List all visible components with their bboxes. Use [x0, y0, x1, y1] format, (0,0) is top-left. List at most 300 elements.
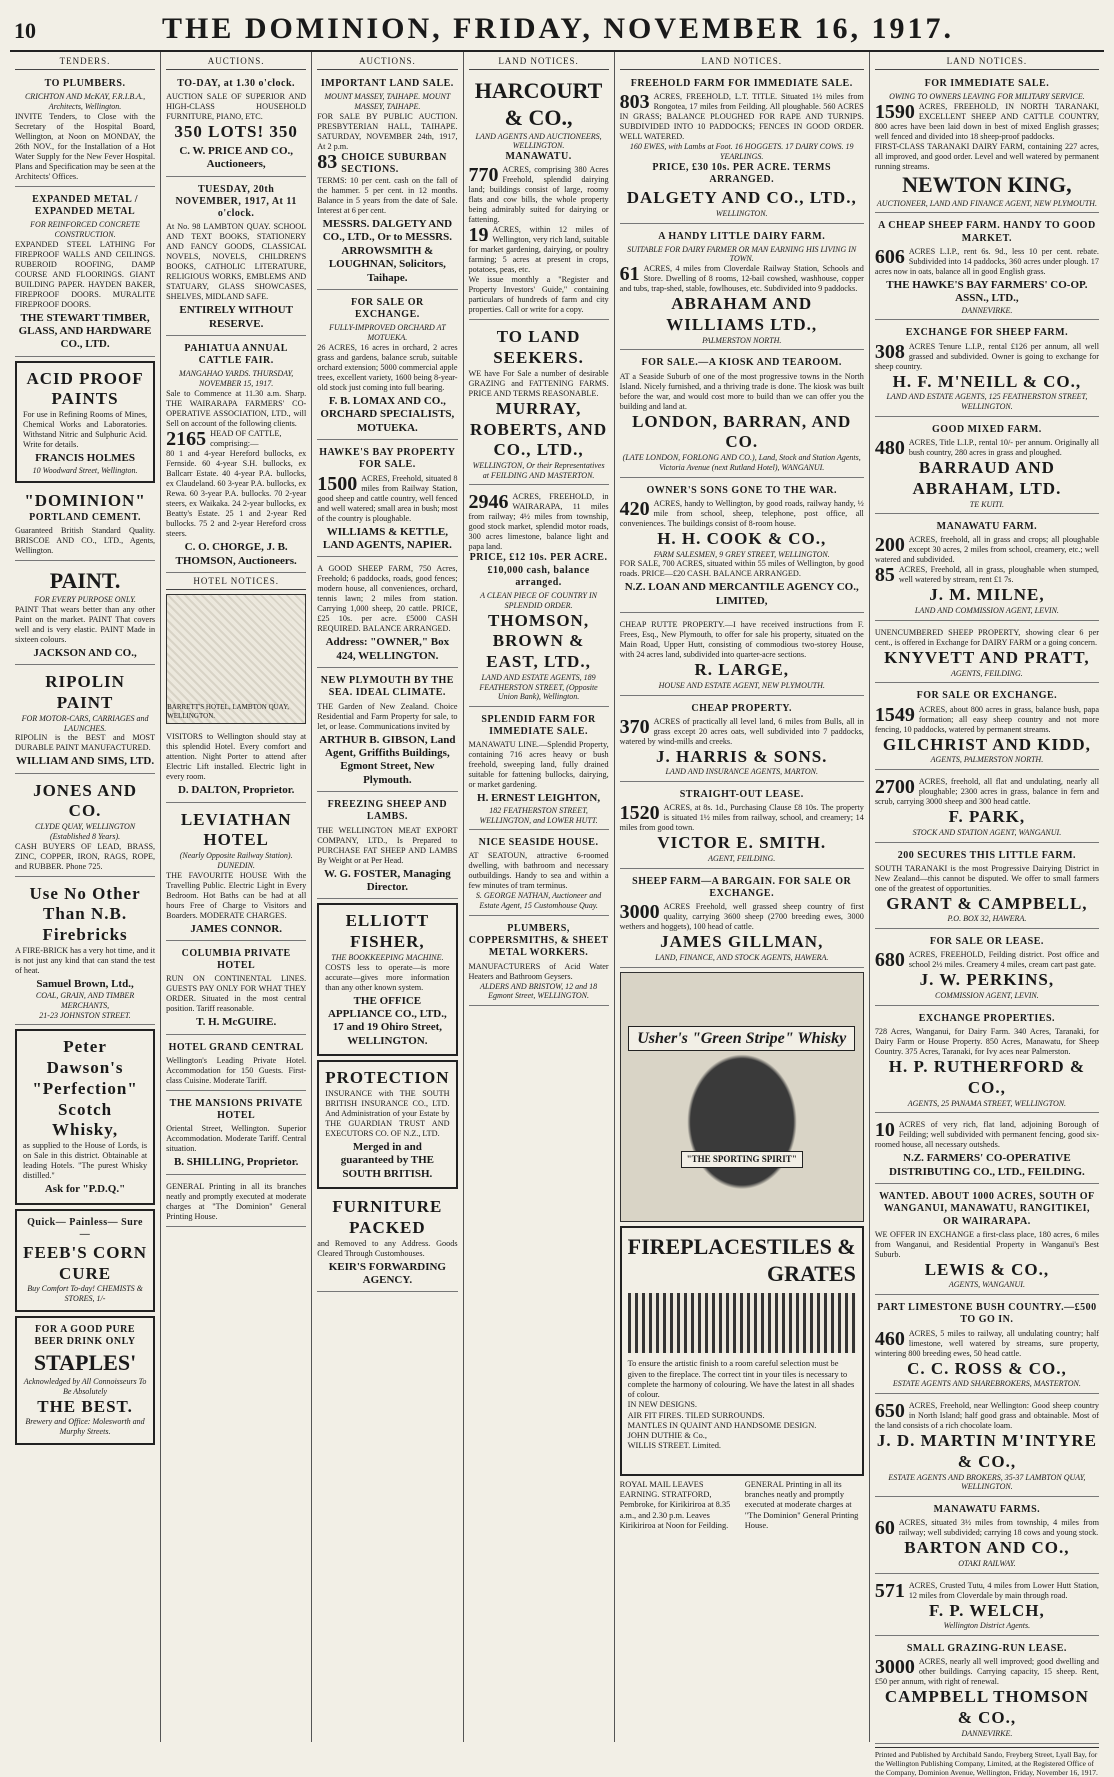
ad-title: OWNER'S SONS GONE TO THE WAR.	[646, 484, 837, 496]
mansions-hotel-ad	[166, 1094, 306, 1175]
ad-address: ESTATE AGENTS AND SHAREBROKERS, MASTERTON.	[892, 1379, 1081, 1389]
column-heading: LAND NOTICES.	[875, 56, 1099, 70]
ad-address: 21-23 JOHNSTON STREET.	[39, 1010, 131, 1020]
ad-signature: B. SHILLING, Proprietor.	[173, 1156, 299, 1169]
ad-text: At No. 98 LAMBTON QUAY. SCHOOL AND TEXT BOOKS, STATIONERY AND FANCY GOODS, CLASSICAL NOVELS, NOVELS, CHILDREN'S BOOKS, CATHOLIC LITERATURE, RELIGIOUS WORKS, EMBLEMS AND STATUARY, GLASS SHOWCASES, SHELVES, MIDLAND SAFE.	[166, 222, 307, 302]
ad-signature: H. ERNEST LEIGHTON,	[477, 792, 601, 805]
ad-text: ACRES, FREEHOLD, IN NORTH TARANAKI, EXCELLENT SHEEP AND CATTLE COUNTRY, 800 acres have been laid down in best of mixed English grasses; well fenced and divided into 18 sheep-proof paddocks.	[874, 101, 1099, 141]
taihape-land-sale-ad	[317, 74, 457, 290]
ad-number: 2165	[166, 427, 207, 450]
ad-title: SPLENDID FARM FOR IMMEDIATE SALE.	[481, 714, 596, 738]
ad-terms: TERMS: 10 per cent. cash on the fall of the hammer. 5 per cent. in 12 months. Balance in 5 years from the date of Sale. Interest at 6 per cent.	[317, 176, 458, 216]
ad-title: ACID PROOF PAINTS	[26, 368, 144, 409]
ad-number: 2700	[874, 776, 915, 799]
freehold-flat-ad	[875, 773, 1099, 842]
ad-text: Buy Comfort To-day! CHEMISTS & STORES, 1/-	[27, 1284, 143, 1304]
barretts-hotel-ad	[166, 728, 306, 802]
ad-text: THE FAVOURITE HOUSE With the Travelling Public. Electric Light in Every Bedroom. Hot Baths can be had at all hours Free of Charge to Visitors and Boarders. MODERATE CHARGES.	[166, 870, 307, 920]
ad-signature: LEWIS & CO.,	[924, 1259, 1050, 1279]
ad-title: FOR SALE OR EXCHANGE.	[916, 690, 1058, 702]
ad-address: AGENTS, WANGANUI.	[948, 1280, 1025, 1290]
ad-address: LAND AND ESTATE AGENTS, 189 FEATHERSTON STREET, (Opposite Union Bank), Wellington.	[479, 672, 598, 702]
ad-title: LEVIATHAN HOTEL	[180, 809, 292, 850]
ad-subtitle: (Nearly Opposite Railway Station). DUNEDIN.	[179, 851, 293, 870]
ad-lots: CHOICE SUBURBAN SECTIONS.	[341, 151, 447, 175]
ad-signature: LONDON, BARRAN, AND CO.	[632, 411, 852, 452]
ad-signature: J. HARRIS & SONS.	[655, 746, 828, 766]
ad-subtitle: SUITABLE FOR DAIRY FARMER OR MAN EARNING HIS LIVING IN TOWN.	[627, 244, 857, 264]
ad-text: COSTS less to operate—is more accurate—gives more information than any other known system.	[325, 962, 450, 992]
ad-signature: ALDERS AND BRISTOW, 12 and 18 Egmont Street, WELLINGTON.	[479, 981, 598, 1001]
ad-title: TO-DAY, at 1.30 o'clock.	[177, 77, 296, 89]
ad-title: FOR SALE OR LEASE.	[929, 936, 1044, 948]
splendid-farm-ad	[469, 710, 609, 830]
ad-address: HOUSE AND ESTATE AGENT, NEW PLYMOUTH.	[658, 680, 825, 690]
near-wellington-ad	[875, 1397, 1099, 1497]
ad-signature: GILCHRIST AND KIDD,	[882, 734, 1091, 754]
bottle-brand: Usher's "Green Stripe" Whisky	[628, 1026, 855, 1052]
ad-text: A GOOD SHEEP FARM, 750 Acres, Freehold; 6 paddocks, roads, good fences; modern house, all conveniences, orchard, tennis lawn; 2 miles from station. Carrying 1,000 sheep, 20 cattle. PRICE, £25 10s. per acre. £5000 CASH REQUIRED. BALANCE ARRANGED.	[317, 564, 458, 634]
ad-title: THE MANSIONS PRIVATE HOTEL	[169, 1097, 303, 1122]
motueka-orchard-ad	[317, 293, 457, 440]
ad-title: FREEHOLD FARM FOR IMMEDIATE SALE.	[630, 77, 853, 89]
ad-subtitle: OWING TO OWNERS LEAVING FOR MILITARY SERVICE.	[889, 92, 1085, 102]
ad-number: 1500	[317, 472, 358, 495]
column-heading: LAND NOTICES.	[469, 56, 609, 70]
ad-number: 2946	[468, 491, 509, 514]
printing-notice: GENERAL Printing in all its branches neatly and promptly executed at moderate charges at "The Dominion" General Printing House.	[744, 1479, 859, 1530]
ad-subtitle: CLYDE QUAY, WELLINGTON (Established 8 Years).	[35, 822, 136, 841]
ad-title: JONES AND CO.	[33, 780, 138, 821]
ad-signature: H. H. COOK & CO.,	[657, 528, 827, 548]
ad-subtitle: FOR MOTOR-CARS, CARRIAGES and LAUNCHES.	[21, 713, 149, 733]
dawson-whisky-ad	[15, 1029, 155, 1204]
ad-signature: Merged in and guaranteed by THE SOUTH BRITISH.	[340, 1140, 435, 1180]
ad-signature: C. O. CHORGE, J. B. THOMSON, Auctioneers.	[175, 541, 297, 567]
exchange-properties-ad	[875, 1009, 1099, 1113]
ad-signature: ABRAHAM AND WILLIAMS LTD.,	[666, 294, 818, 334]
ad-signature: Address: "OWNER," Box 424, WELLINGTON.	[325, 636, 450, 662]
ad-heads: HEAD OF CATTLE, comprising:—	[210, 428, 282, 449]
ad-text: ACRES, comprising 380 Acres Freehold, splendid dairying land; buildings consist of large, roomy flats and cow bills, the whole property being admirably suited for dairying or fattening.	[468, 165, 609, 225]
ad-brand: FEEB'S CORN CURE	[23, 1242, 147, 1283]
ad-signature: CAMPBELL THOMSON & CO.,	[884, 1687, 1089, 1728]
ad-number: 770	[468, 164, 499, 187]
acid-proof-paints-ad	[15, 361, 155, 484]
ad-signature: VICTOR E. SMITH.	[657, 833, 827, 853]
ad-text-2: ACRES, Freehold, all in grass, ploughable when stumped, well watered by stream, rent £1 7s.	[898, 565, 1099, 585]
ad-number-2: 19	[468, 224, 489, 247]
ad-subtitle: LAND AGENTS AND AUCTIONEERS, WELLINGTON.	[475, 131, 602, 151]
corn-cure-ad	[15, 1209, 155, 1312]
ad-number: 606	[874, 245, 905, 268]
ad-title: FOR IMMEDIATE SALE.	[924, 77, 1050, 89]
ad-text: Guaranteed British Standard Quality. BRISCOE AND CO., LTD., Agents, Wellington.	[15, 526, 156, 556]
ad-title: HAWKE'S BAY PROPERTY FOR SALE.	[319, 447, 456, 471]
plumbers-ad	[469, 919, 609, 1006]
ad-text: ACRES, 5 miles to railway, all undulating country; half limestone, well watered by streams, sure property, wintering 800 breeding ewes, 50 head cattle.	[874, 1328, 1099, 1358]
ad-text: and Removed to any Address. Goods Cleared Through Customhouses.	[317, 1238, 458, 1258]
newton-king-ad	[875, 74, 1099, 214]
elliott-fisher-ad	[317, 903, 457, 1056]
ad-text: AT SEATOUN, attractive 6-roomed dwelling, with bathroom and necessary outbuildings. Handy to sea and within a few minutes of tram terminus.	[468, 851, 609, 891]
ad-subtitle: FOR REINFORCED CONCRETE CONSTRUCTION.	[30, 220, 140, 239]
ad-address: COMMISSION AGENT, LEVIN.	[935, 991, 1039, 1001]
ad-title: Peter Dawson's "Perfection" Scotch Whisky,	[32, 1037, 138, 1140]
ad-number: 803	[619, 91, 650, 114]
ad-text: RIPOLIN is the BEST and MOST DURABLE PAINT MANUFACTURED.	[15, 733, 156, 753]
ad-title: 200 SECURES THIS LITTLE FARM.	[897, 849, 1077, 861]
columns	[10, 52, 1104, 1777]
ad-address: AGENT, FEILDING.	[708, 854, 776, 864]
ad-signature: KEIR'S FORWARDING AGENCY.	[328, 1260, 446, 1287]
dairy-farm-ad	[620, 227, 864, 351]
ad-number: 480	[874, 437, 905, 460]
ad-signature: T. H. McGUIRE.	[196, 1016, 277, 1029]
column-land-notices-3	[870, 52, 1104, 1777]
ad-address: LAND AND ESTATE AGENTS, 125 FEATHERSTON STREET, WELLINGTON.	[886, 392, 1088, 412]
ad-text-2: FOR SALE, 700 ACRES, situated within 55 miles of Wellington, by good roads. PRICE—£20 CASH. BALANCE ARRANGED.	[619, 559, 864, 579]
ad-address: (LATE LONDON, FORLONG AND CO.), Land, Stock and Station Agents, Victoria Avenue (next Rutland Hotel), WANGANUI.	[622, 453, 861, 472]
ad-address: DANNEVIRKE.	[961, 305, 1013, 315]
cheap-property-ad	[620, 699, 864, 783]
ad-number: 10	[874, 1119, 895, 1142]
little-farm-ad	[875, 846, 1099, 930]
furniture-auction-ad	[166, 74, 306, 177]
ad-title: Quick— Painless— Sure—	[27, 1216, 143, 1240]
cheap-sheep-farm-ad	[875, 216, 1099, 320]
ad-address: TE KUITI.	[969, 499, 1005, 509]
ad-address: AGENTS, FEILDING.	[951, 668, 1023, 678]
column-land-notices-1	[464, 52, 615, 1742]
owners-sons-ad	[620, 481, 864, 613]
ad-signature: JAMES GILLMAN,	[660, 932, 824, 952]
ad-address: 182 FEATHERSTON STREET, WELLINGTON, and LOWER HUTT.	[479, 805, 598, 825]
ad-address: LAND, FINANCE, AND STOCK AGENTS, HAWERA.	[655, 953, 829, 962]
ad-text: WE have For Sale a number of desirable GRAZING and FATTENING FARMS. PRICE AND TERMS REASONABLE.	[468, 368, 609, 398]
ad-stock: 160 EWES, with Lambs at Foot. 16 HOGGETS. 17 DAIRY COWS. 19 YEARLINGS.	[629, 142, 854, 161]
ad-title: TUESDAY, 20th NOVEMBER, 1917, At 11 o'clock.	[175, 183, 297, 220]
ad-signature: JACKSON AND CO.,	[33, 646, 137, 659]
ad-signature: J. D. MARTIN M'INTYRE & CO.,	[876, 1431, 1097, 1471]
ad-title: MANAWATU FARMS.	[933, 1504, 1041, 1515]
ad-title: SMALL GRAZING-RUN LEASE.	[906, 1643, 1067, 1655]
ad-signature: F. B. LOMAX AND CO., ORCHARD SPECIALISTS, MOTUEKA.	[320, 394, 455, 434]
ad-title: EXPANDED METAL / EXPANDED METAL	[32, 193, 139, 217]
ad-title: HOTEL GRAND CENTRAL	[168, 1041, 304, 1053]
ad-number: 571	[874, 1579, 905, 1602]
ad-signature: S. GEORGE NATHAN, Auctioneer and Estate Agent, 15 Customhouse Quay.	[475, 891, 602, 911]
ad-title: RIPOLIN PAINT	[45, 672, 125, 713]
illustration-caption: BARRETT'S HOTEL, LAMBTON QUAY, WELLINGTON.	[167, 703, 290, 720]
ad-signature: FRANCIS HOLMES	[35, 452, 136, 465]
ad-title: HARCOURT & CO.,	[474, 77, 603, 130]
ad-signature: THE STEWART TIMBER, GLASS, AND HARDWARE CO., LTD.	[18, 311, 152, 351]
ad-number: 61	[619, 263, 640, 286]
exchange-sheep-farm-ad	[875, 323, 1099, 416]
straight-out-lease-ad	[620, 785, 864, 869]
tiles-grates-heading: TILES & GRATES	[766, 1233, 856, 1286]
ad-subtitle: PORTLAND CEMENT.	[29, 512, 142, 524]
kiosk-ad	[620, 353, 864, 477]
ad-signature: N.Z. FARMERS' CO-OPERATIVE DISTRIBUTING CO., LTD., FEILDING.	[888, 1152, 1085, 1178]
ad-signature: H. F. M'NEILL & CO.,	[892, 371, 1082, 391]
ad-text: INSURANCE with THE SOUTH BRITISH INSURANCE CO., LTD. And Administration of your Estate by THE GUARDIAN TRUST AND EXECUTORS CO. OF N.Z., LTD.	[325, 1088, 450, 1138]
ad-signature: H. P. RUTHERFORD & CO.,	[888, 1057, 1086, 1097]
ad-text: ACRES of practically all level land, 6 miles from Bulls, all in grass except 20 acres oats, well subdivided into 7 paddocks, watered by wind-mills and creeks.	[619, 716, 864, 746]
ad-title: TO LAND SEEKERS.	[493, 327, 584, 368]
ad-signature: WILLIAM AND SIMS, LTD.	[16, 755, 155, 768]
ad-title: PAHIATUA ANNUAL CATTLE FAIR.	[184, 343, 288, 367]
ad-text: as supplied to the House of Lords, is on Sale in this district. Obtainable at leading Hotels. "The purest Whisky distilled."	[23, 1141, 148, 1181]
ad-signature: THOMSON, BROWN & EAST, LTD.,	[486, 610, 591, 672]
ad-title: MANAWATU FARM.	[936, 521, 1038, 533]
ad-title: EXCHANGE PROPERTIES.	[918, 1012, 1056, 1024]
ad-text: WE OFFER IN EXCHANGE a first-class place, 180 acres, 6 miles from Wanganui, and Residential Property in Wanganui's Best Suburb.	[874, 1229, 1099, 1259]
ad-subtitle: COAL, GRAIN, AND TIMBER MERCHANTS,	[35, 991, 135, 1010]
fireplaces-heading: FIREPLACES	[627, 1233, 767, 1259]
ad-address: P.O. BOX 32, HAWERA.	[947, 914, 1027, 924]
ripolin-paint-ad	[15, 668, 155, 773]
ad-signature: Ask for "P.D.Q."	[44, 1183, 126, 1196]
ad-signature: JAMES CONNOR.	[190, 922, 282, 935]
ad-text-2: ACRES, within 12 miles of Wellington, very rich land, suitable for market gardening, dairying, or poultry farming; 5 acres at present in crops, potatoes, peas, etc.	[468, 225, 609, 275]
ad-text-2: FIRST-CLASS TARANAKI DAIRY FARM, containing 227 acres, all improved, and good order. Level and well watered by permanent running streams.	[874, 141, 1099, 171]
ad-text: ACRES, nearly all well improved; good dwelling and other buildings. Carrying capacity, 15 sheep. Rent, £50 per annum, with right of renewal.	[874, 1657, 1099, 1687]
ad-place: MANAWATU.	[505, 151, 572, 163]
ad-signature: F. P. WELCH,	[929, 1600, 1045, 1620]
cattle-fair-ad	[166, 339, 306, 573]
ad-address: AGENTS, 25 PANAMA STREET, WELLINGTON.	[907, 1098, 1067, 1108]
ad-address: WELLINGTON, Or their Representatives at FEILDING AND MASTERTON.	[472, 460, 605, 480]
ad-title: WANTED. ABOUT 1000 ACRES, SOUTH OF WANGANUI, MANAWATU, RANGITIKEI, OR WAIRARAPA.	[879, 1191, 1095, 1227]
new-plymouth-ad	[317, 671, 457, 792]
furniture-packed-ad	[317, 1193, 457, 1292]
column-auctions-hotels	[161, 52, 312, 1742]
ad-text: 728 Acres, Wanganui, for Dairy Farm. 340 Acres, Taranaki, for Dairy Farm or House Property. 850 Acres, Manawatu, for Sheep Country. 375 Acres, Taranaki, for Ivy aces near Palmerston.	[874, 1027, 1099, 1057]
imprint: Printed and Published by Archibald Sando, Freyberg Street, Lyall Bay, for the Wellington Publishing Company, Limited, at the Registered Office of the Company, Dominion Avenue, Wellington, Friday, November 16, 1917.	[875, 1747, 1099, 1777]
firebricks-ad	[15, 880, 155, 1026]
ad-number: 1520	[619, 802, 660, 825]
ad-address: DANNEVIRKE.	[961, 1728, 1013, 1738]
ad-signature: WILLIAMS & KETTLE, LAND AGENTS, NAPIER.	[322, 525, 452, 551]
ad-title: PAINT.	[49, 568, 121, 594]
ad-subtitle: CRICHTON AND McKAY, F.R.I.B.A., Architects, Wellington.	[24, 92, 146, 111]
unencumbered-sheep-ad	[875, 624, 1099, 683]
ad-text: ACRES, at 8s. 1d., Purchasing Clause £8 10s. The property is situated 1½ miles from railway, school, and creamery; 14 miles from good town.	[619, 803, 864, 833]
ad-text: Wellington's Leading Private Hotel. Accommodation for 150 Guests. First-class Cuisine. Moderate Tariff.	[166, 1055, 307, 1085]
plumbers-tender-ad	[15, 74, 155, 187]
ad-text: A FIRE-BRICK has a very hot time, and it is not just any kind that can stand the test of heat.	[15, 945, 156, 975]
ad-text: ACRES Tenure L.I.P., rental £126 per annum, all well grassed and subdivided. Owner is going to exchange for sheep country.	[874, 341, 1099, 371]
ad-text: SOUTH TARANAKI is the most Progressive Dairying District in New Zealand—this cannot be disputed. We offer to small farmers one of the greatest of opportunities.	[874, 863, 1099, 893]
ad-title: FURNITURE PACKED	[332, 1197, 443, 1237]
ad-text: Oriental Street, Wellington. Superior Accommodation. Moderate Tariff. Central situation.	[166, 1124, 307, 1154]
ad-price: PRICE, £30 10s. PER ACRE. TERMS ARRANGED.	[652, 161, 832, 185]
grand-central-hotel-ad	[166, 1038, 306, 1091]
ad-signature: THE BEST.	[37, 1396, 133, 1416]
rutte-property-ad	[620, 616, 864, 695]
ad-address: AGENTS, PALMERSTON NORTH.	[930, 755, 1044, 765]
ad-signature: BARRAUD AND ABRAHAM, LTD.	[912, 458, 1062, 498]
ad-signature: THE HAWKE'S BAY FARMERS' CO-OP. ASSN., LTD.,	[886, 278, 1088, 305]
manawatu-farm-ad	[875, 517, 1099, 621]
ad-lots: 350 LOTS! 350	[174, 122, 298, 142]
freezing-sheep-ad	[317, 795, 457, 899]
ad-title: STRAIGHT-OUT LEASE.	[679, 789, 804, 801]
ad-number: 370	[619, 715, 650, 738]
ad-number: 1590	[874, 100, 915, 123]
ad-number: 60	[874, 1517, 895, 1540]
ad-number-2: 85	[874, 564, 895, 587]
ad-signature: MESSRS. DALGETY AND CO., LTD., Or to MESSRS. ARROWSMITH & LOUGHNAN, Solicitors, Taihape.	[322, 218, 453, 284]
ad-signature: MURRAY, ROBERTS, AND CO., LTD.,	[470, 398, 608, 460]
ad-address: Brewery and Office: Molesworth and Murphy Streets.	[25, 1417, 145, 1437]
expanded-metal-ad	[15, 190, 155, 357]
ad-text: 26 ACRES, 16 acres in orchard, 2 acres grass and gardens, balance scrub, suitable orchard extension; 5000 commercial apple trees, excellent variety, 1600 being 8-year-old stock just coming into full bearing.	[317, 342, 458, 392]
ad-signature: ARTHUR B. GIBSON, Land Agent, Griffiths Buildings, Egmont Street, New Plymouth.	[319, 733, 456, 786]
ad-number: 200	[874, 534, 905, 557]
book-auction-ad	[166, 180, 306, 336]
ad-signature: J. M. MILNE,	[929, 585, 1045, 605]
ad-text: MANUFACTURERS of Acid Water Heaters and Bathroom Geysers.	[468, 961, 609, 981]
ad-text: To ensure the artistic finish to a room careful selection must be given to the fireplace. The correct tint in your tiles is necessary to complete the harmony of colouring. We have the latest in all shades of colour.	[627, 1359, 855, 1400]
ad-signature: C. C. ROSS & CO.,	[907, 1358, 1067, 1378]
ad-title: FOR SALE OR EXCHANGE.	[351, 297, 424, 321]
ad-text: ACRES, Freehold, situated 8 miles from Railway Station, good sheep and cattle country, well fenced and well watered; small area in bush; most of the country is ploughable.	[317, 473, 458, 523]
ad-address: LAND AND COMMISSION AGENT, LEVIN.	[914, 606, 1059, 616]
column-heading: LAND NOTICES.	[620, 56, 864, 70]
ad-address: WILLIS STREET. Limited.	[627, 1441, 721, 1451]
ad-new-designs: IN NEW DESIGNS.	[627, 1400, 698, 1410]
ad-text: ACRES, freehold, all flat and undulating, nearly all ploughable; 2300 acres in grass, balance in fern and scrub, carrying 3000 sheep and 300 head cattle.	[874, 777, 1099, 807]
ad-title: PROTECTION	[325, 1068, 450, 1088]
royal-mail-notice: ROYAL MAIL LEAVES EARNING. STRATFORD, Pembroke, for Kirikiriroa at 8.35 a.m., and 2.30 p.m. Leaves Kirikiriroa at Noon for Feilding.	[619, 1479, 731, 1530]
grate-illustration	[628, 1293, 856, 1353]
ad-title: IMPORTANT LAND SALE.	[320, 77, 454, 89]
paint-ad	[15, 564, 155, 665]
limestone-country-ad	[875, 1298, 1099, 1394]
ad-title: A CHEAP SHEEP FARM. HANDY TO GOOD MARKET.	[878, 220, 1096, 244]
ad-title: EXCHANGE FOR SHEEP FARM.	[905, 327, 1069, 339]
ad-number: 3000	[619, 901, 660, 924]
ad-text: ACRES, 4 miles from Cloverdale Railway Station, Schools and Store. Dwelling of 8 rooms, 12-bail cowshed, washhouse, copper and tubs, trap-shed, stable, fowlhouses, etc. Subdivided into 9 paddocks.	[619, 264, 864, 294]
ad-subtitle: MANGAHAO YARDS. THURSDAY, NOVEMBER 15, 1917.	[179, 369, 294, 389]
ad-title: NICE SEASIDE HOUSE.	[478, 837, 599, 849]
hawkes-bay-property-ad	[317, 443, 457, 557]
ad-title: GOOD MIXED FARM.	[932, 423, 1042, 435]
feilding-acres-ad	[875, 1116, 1099, 1184]
ad-text: UNENCUMBERED SHEEP PROPERTY, showing clear 6 per cent., is offered in Exchange for DAIRY FARM or a going concern.	[874, 627, 1099, 647]
ad-price: PRICE, £12 10s. PER ACRE. £10,000 cash, balance arranged.	[469, 552, 608, 588]
bottle-slogan: "THE SPORTING SPIRIT"	[681, 1151, 803, 1168]
hotel-illustration	[166, 594, 306, 724]
ad-address: ESTATE AGENTS AND BROKERS, 35-37 LAMBTON QUAY, WELLINGTON.	[888, 1472, 1086, 1492]
ad-text: ACRES, FREEHOLD, in WAIRARAPA, 11 miles from railway; 4½ miles from township, good stock market, splendid motor roads, 300 acres limestone, balance light and papa land.	[468, 492, 609, 552]
ad-address: Wellington District Agents.	[943, 1621, 1031, 1631]
ad-number: 680	[874, 949, 905, 972]
ad-signature: ENTIRELY WITHOUT RESERVE.	[179, 304, 293, 330]
land-seekers-ad	[469, 323, 609, 485]
ad-text-3: We issue monthly a "Register and Property Investors' Guide," containing particulars of hundreds of farm and city properties. Call or write for a copy.	[468, 275, 609, 315]
ad-title: FOR A GOOD PURE BEER DRINK ONLY	[34, 1323, 136, 1348]
lower-hutt-ad	[875, 1577, 1099, 1636]
ad-signature: NEWTON KING,	[902, 171, 1072, 197]
ad-number: 3000	[874, 1656, 915, 1679]
ad-text: VISITORS to Wellington should stay at this splendid Hotel. Every comfort and attention. Night Porter to attend after Electric Lift installed. Electric light in every room.	[166, 732, 307, 782]
ad-text: ACRES of very rich, flat land, adjoining Borough of Feilding; well subdivided with permanent fencing, good six-roomed house, all necessary outsheds.	[874, 1120, 1099, 1150]
ad-title: NEW PLYMOUTH BY THE SEA. IDEAL CLIMATE.	[320, 675, 454, 699]
ad-text: CASH BUYERS OF LEAD, BRASS, ZINC, COPPER, IRON, RAGS, ROPE, and RUBBER. Phone 725.	[15, 841, 156, 871]
manawatu-farms-ad	[875, 1500, 1099, 1574]
ad-address: FARM SALESMEN, 9 GREY STREET, WELLINGTON.	[653, 549, 830, 559]
ad-signature: J. W. PERKINS,	[919, 970, 1055, 990]
column-heading: TENDERS.	[15, 56, 155, 70]
wairarapa-acres-ad	[469, 488, 609, 707]
ad-title: FOR SALE.—A KIOSK AND TEAROOM.	[641, 357, 842, 369]
ad-subtitle: FOR EVERY PURPOSE ONLY.	[34, 595, 136, 605]
ad-subtitle: MANTLES IN QUAINT AND HANDSOME DESIGN.	[627, 1420, 817, 1430]
ad-signature: KNYVETT AND PRATT,	[884, 647, 1090, 667]
column-heading: AUCTIONS.	[317, 56, 457, 70]
ad-address: WELLINGTON.	[715, 208, 768, 218]
ad-text: ACRES L.I.P., rent 6s. 9d., less 10 per cent. rebate. Subdivided into 14 paddocks, 360 acres under plough. 17 acres now in oats, balance all in good English grass.	[874, 246, 1099, 276]
ad-text: ACRES, Crusted Tutu, 4 miles from Lower Hutt Station, 12 miles from Cloverdale by main through road.	[908, 1580, 1099, 1600]
ad-number: 308	[874, 340, 905, 363]
ad-signature: C. W. PRICE AND CO., Auctioneers,	[179, 144, 293, 171]
ad-number: 650	[874, 1400, 905, 1423]
ad-title: TO PLUMBERS.	[44, 77, 126, 89]
ad-text: AT a Seaside Suburb of one of the most progressive towns in the North Island. Nicely furnished, and a thriving trade is done. The kiosk was built before the war, and would cost more to build than we can offer you the building and land at.	[619, 371, 864, 411]
ad-address: LAND AND INSURANCE AGENTS, MARTON.	[665, 767, 818, 777]
protection-insurance-ad	[317, 1060, 457, 1189]
ad-text: ACRES, FREEHOLD, L.T. TITLE. Situated 1½ miles from Rongotea, 17 miles from Feilding. All ploughable. 560 ACRES IN GRASS; BALANCE PLOUGHED FOR RAPE AND TURNIPS. SUBDIVIDED INTO 10 PADDOCKS; FENCES IN GOOD ORDER. WELL WATERED.	[619, 92, 864, 142]
fireplaces-ad	[620, 1226, 864, 1476]
bottom-notices	[620, 1480, 864, 1531]
ushers-whisky-ad	[620, 972, 864, 1222]
ad-address: 10 Woodward Street, Wellington.	[32, 465, 138, 475]
ad-text: ACRES, situated 3½ miles from township, 4 miles from railway; well subdivided; carrying 18 cows and young stock.	[898, 1518, 1099, 1538]
good-mixed-farm-ad	[875, 420, 1099, 514]
grazing-run-ad	[875, 1639, 1099, 1743]
ad-signature: THE OFFICE APPLIANCE CO., LTD., 17 and 19 Ohiro Street, WELLINGTON.	[327, 994, 447, 1047]
ad-list: 80 1 and 4-year Hereford bullocks, ex Fernside. 60 4-year S.H. bullocks, ex Ballcarr Estate. 40 4-year P.A. bullocks, ex Claudeland. 60 3-year P.A. bullocks, ex Rewa. 60 3-year P.A. bullocks. 70 2-year steers, ex Waikaka. 24 2-year bullocks, ex Beatty's Estate. 25 1 and 2-year Red bullocks. 75 2 and 2-year Hereford cross steers.	[166, 449, 307, 539]
column-land-notices-2	[615, 52, 870, 1742]
column-auctions-2	[312, 52, 463, 1742]
ad-signature: DALGETY AND CO., LTD.,	[626, 188, 857, 208]
ad-signature: BARTON AND CO.,	[904, 1538, 1070, 1558]
ad-address: OTAKI RAILWAY.	[958, 1558, 1016, 1568]
seaside-house-ad	[469, 833, 609, 916]
ad-number: 420	[619, 497, 650, 520]
ad-text: ACRES, about 800 acres in grass, balance bush, papa formation; all easy sheep country and not more fencing, 10 paddocks, watered by permanent streams.	[874, 704, 1099, 734]
ad-signature: W. G. FOSTER, Managing Director.	[324, 867, 451, 893]
ad-text: Acknowledged by All Connoisseurs To Be Absolutely	[23, 1377, 147, 1396]
ad-text: ACRES Freehold, well grassed sheep country of first quality, carrying 3600 sheep (2700 breeding ewes, 3000 wethers and hoggets), 100 head of cattle.	[619, 902, 864, 932]
sale-or-exchange-ad	[875, 686, 1099, 770]
ad-title: CHEAP PROPERTY.	[691, 702, 793, 714]
ad-title: PLUMBERS, COPPERSMITHS, & SHEET METAL WORKERS.	[468, 922, 609, 959]
ad-text: THE Garden of New Zealand. Choice Residential and Farm Property for sale, to let, or lease. Communications invited by	[317, 701, 458, 731]
ad-title: SHEEP FARM—A BARGAIN. FOR SALE OR EXCHANGE.	[632, 875, 852, 900]
ad-text: ACRES, freehold, all in grass and crops; all ploughable except 30 acres, 2 miles from school, creamery, etc.; well watered and subdivided.	[874, 535, 1099, 565]
ad-title: A HANDY LITTLE DAIRY FARM.	[658, 230, 826, 242]
staples-beer-ad	[15, 1316, 155, 1445]
ad-text: AUCTION SALE OF SUPERIOR AND HIGH-CLASS HOUSEHOLD FURNITURE, PIANO, ETC.	[166, 92, 307, 122]
masthead	[10, 8, 1104, 52]
ad-text: Sale to Commence at 11.30 a.m. Sharp. THE WAIRARAPA FARMERS' CO-OPERATIVE ASSOCIATION, LTD., will Sell on account of the following clients.	[166, 388, 307, 428]
sale-or-lease-ad	[875, 932, 1099, 1006]
